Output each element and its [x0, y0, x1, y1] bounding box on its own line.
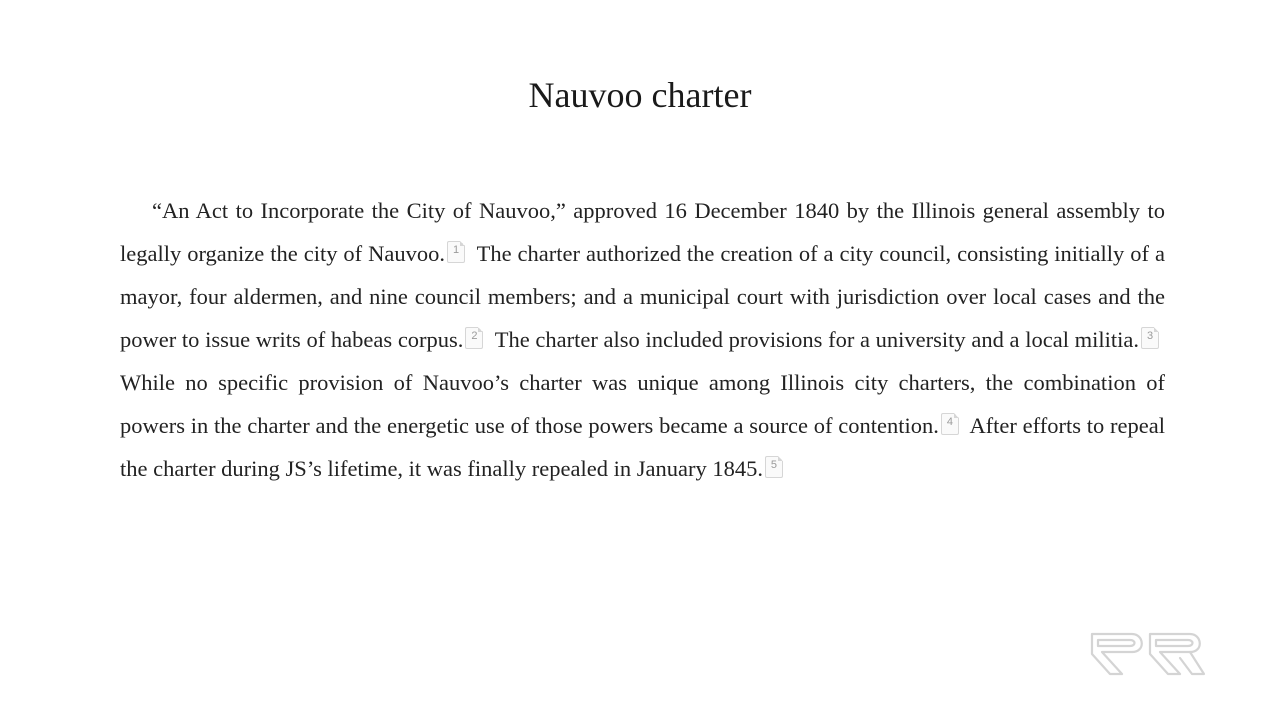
sentence-5: After efforts to repeal the charter during JS’s lifetime, it was finally repealed in January 1845.: [120, 413, 1165, 481]
definition-paragraph: [120, 189, 1165, 490]
sentence-2: The charter authorized the creation of a city council, consisting initially of a mayor, four aldermen, and nine council members; and a municipal court with jurisdiction over local cases and the power to issue writs of habeas corpus.: [120, 241, 1165, 352]
footnote-marker-1[interactable]: 1: [447, 241, 465, 263]
page-title: Nauvoo charter: [528, 75, 752, 115]
footnote-marker-3[interactable]: 3: [1141, 327, 1159, 349]
sentence-1: “An Act to Incorporate the City of Nauvoo,” approved 16 December 1840 by the Illinois general assembly to legally organize the city of Nauvoo.: [120, 198, 1165, 266]
footnote-marker-4[interactable]: 4: [941, 413, 959, 435]
footnote-marker-2[interactable]: 2: [465, 327, 483, 349]
footnote-marker-5[interactable]: 5: [765, 456, 783, 478]
sentence-4: While no specific provision of Nauvoo’s charter was unique among Illinois city charters, the combination of powers in the charter and the energetic use of those powers became a source of contention.: [120, 370, 1165, 438]
rr-watermark-logo-icon: [1088, 630, 1208, 678]
sentence-3: The charter also included provisions for a university and a local militia.: [494, 327, 1139, 352]
